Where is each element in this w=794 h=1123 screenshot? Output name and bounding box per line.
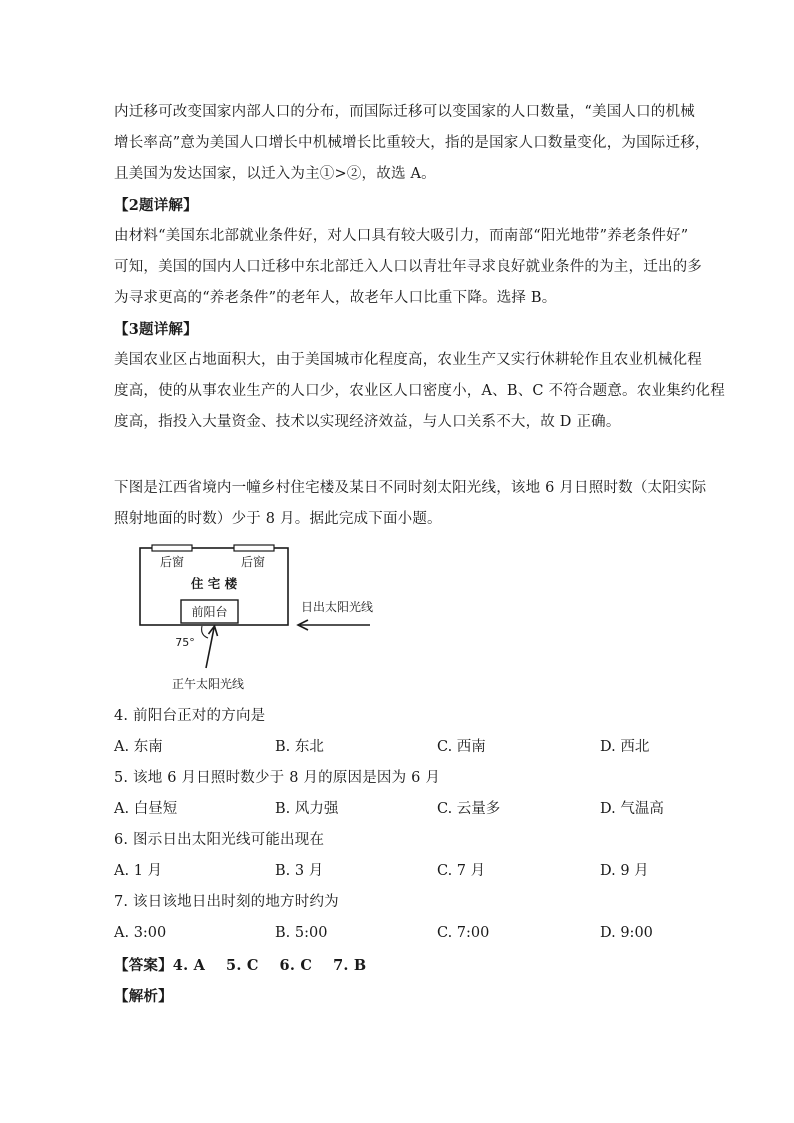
text-line: 度高，使的从事农业生产的人口少，农业区人口密度小，A、B、C 不符合题意。农业集约化程	[114, 383, 725, 399]
section-heading-q3: 【3题详解】	[114, 321, 198, 338]
answer-line: 【答案】4. A 5. C 6. C 7. B	[114, 957, 367, 974]
building-label: 住 宅 楼	[190, 576, 238, 591]
option-b: B. 东北	[275, 739, 324, 755]
text-line: 美国农业区占地面积大，由于美国城市化程度高，农业生产又实行休耕轮作且农业机械化程	[114, 352, 702, 368]
question-stem: 4. 前阳台正对的方向是	[114, 708, 266, 724]
option-c: C. 7:00	[437, 925, 490, 941]
house-sunlight-diagram	[128, 538, 388, 698]
text-line: 为寻求更高的“养老条件”的老年人，故老年人口比重下降。选择 B。	[114, 290, 557, 306]
question-6-options	[114, 856, 684, 887]
rear-window-right	[234, 545, 274, 551]
option-c: C. 云量多	[437, 801, 501, 817]
option-a: A. 1 月	[114, 863, 163, 879]
answer-block	[114, 950, 684, 1012]
analysis-heading: 【解析】	[114, 988, 173, 1005]
question-stem: 6. 图示日出太阳光线可能出现在	[114, 832, 325, 848]
option-d: D. 气温高	[600, 801, 664, 817]
text-line: 内迁移可改变国家内部人口的分布，而国际迁移可以变国家的人口数量，“美国人口的机械	[114, 104, 695, 120]
option-b: B. 5:00	[275, 925, 328, 941]
question-5-stem	[114, 763, 684, 794]
option-c: C. 西南	[437, 739, 486, 755]
paragraph-q1-explanation	[114, 97, 725, 438]
option-a: A. 白昼短	[114, 801, 178, 817]
question-7-stem	[114, 887, 684, 918]
angle-label: 75°	[175, 636, 195, 649]
noon-ray-label: 正午太阳光线	[171, 677, 245, 691]
text-line: 由材料“美国东北部就业条件好，对人口具有较大吸引力，而南部“阳光地带”养老条件好”	[114, 228, 689, 244]
text-line: 增长率高”意为美国人口增长中机械增长比重较大，指的是国家人口数量变化，为国际迁移，	[114, 135, 710, 151]
rear-window-left	[152, 545, 192, 551]
text-line: 且美国为发达国家，以迁入为主①>②，故选 A。	[114, 166, 436, 182]
option-c: C. 7 月	[437, 863, 486, 879]
option-b: B. 3 月	[275, 863, 324, 879]
question-6-stem	[114, 825, 684, 856]
text-line: 可知，美国的国内人口迁移中东北部迁入人口以青壮年寻求良好就业条件的为主，迁出的多	[114, 259, 702, 275]
text-line: 下图是江西省境内一幢乡村住宅楼及某日不同时刻太阳光线，该地 6 月日照时数（太阳实际	[114, 480, 707, 496]
noon-ray	[206, 628, 214, 668]
question-7-options	[114, 918, 684, 949]
option-b: B. 风力强	[275, 801, 339, 817]
question-4-options	[114, 732, 684, 763]
option-d: D. 9 月	[600, 863, 649, 879]
front-balcony-label: 前阳台	[191, 605, 228, 619]
question-4-stem	[114, 701, 684, 732]
text-line: 度高，指投入大量资金、技术以实现经济效益，与人口关系不大，故 D 正确。	[114, 414, 621, 430]
rear-window-left-label: 后窗	[159, 555, 185, 569]
rear-window-right-label: 后窗	[240, 555, 266, 569]
section-heading-q2: 【2题详解】	[114, 197, 198, 214]
question-stem: 7. 该日该地日出时刻的地方时约为	[114, 894, 339, 910]
option-a: A. 东南	[114, 739, 163, 755]
question-5-options	[114, 794, 684, 825]
question-intro	[114, 473, 707, 535]
sunrise-ray-label: 日出太阳光线	[300, 600, 374, 614]
question-stem: 5. 该地 6 月日照时数少于 8 月的原因是因为 6 月	[114, 770, 441, 786]
option-a: A. 3:00	[114, 925, 167, 941]
option-d: D. 9:00	[600, 925, 653, 941]
option-d: D. 西北	[600, 739, 650, 755]
angle-arc	[202, 626, 208, 638]
text-line: 照射地面的时数）少于 8 月。据此完成下面小题。	[114, 511, 442, 527]
